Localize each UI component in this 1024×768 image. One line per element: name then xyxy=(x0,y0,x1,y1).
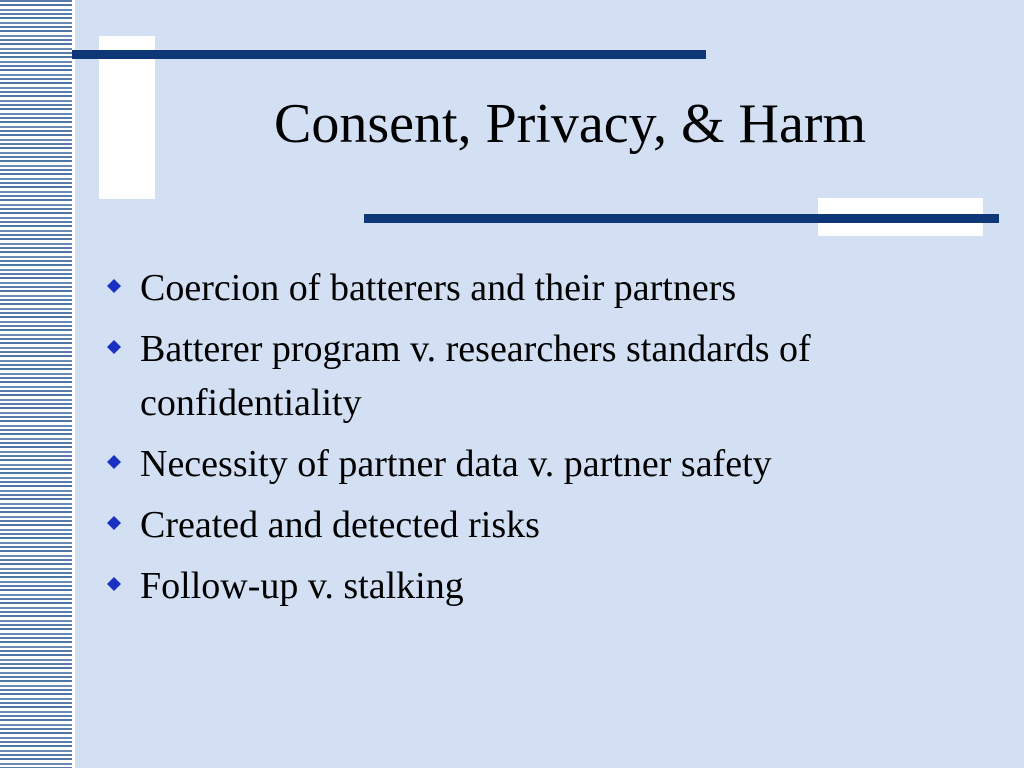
decorative-rule-top xyxy=(72,50,706,59)
decorative-rule-bottom xyxy=(364,214,999,223)
bullet-item xyxy=(104,438,984,492)
bullet-list xyxy=(104,262,984,621)
bullet-text: Follow-up v. stalking xyxy=(140,564,464,607)
slide-title: Consent, Privacy, & Harm xyxy=(273,93,867,155)
diamond-bullet-icon xyxy=(106,278,122,294)
bullet-text: Necessity of partner data v. partner safety xyxy=(140,442,772,485)
bullet-item xyxy=(104,323,984,431)
bullet-item xyxy=(104,262,984,316)
diamond-bullet-icon xyxy=(106,339,122,355)
bullet-text: Created and detected risks xyxy=(140,503,540,546)
diamond-bullet-icon xyxy=(106,576,122,592)
bullet-item xyxy=(104,560,984,614)
bullet-text: Coercion of batterers and their partners xyxy=(140,267,737,309)
decorative-stripe-edge xyxy=(72,0,75,768)
diamond-bullet-icon xyxy=(106,454,122,470)
bullet-item xyxy=(104,499,984,553)
diamond-bullet-icon xyxy=(106,515,122,531)
decorative-stripe-band xyxy=(0,0,72,768)
bullet-text: Batterer program v. researchers standards of confidentiality xyxy=(140,327,811,424)
decorative-white-block-top xyxy=(99,36,155,199)
